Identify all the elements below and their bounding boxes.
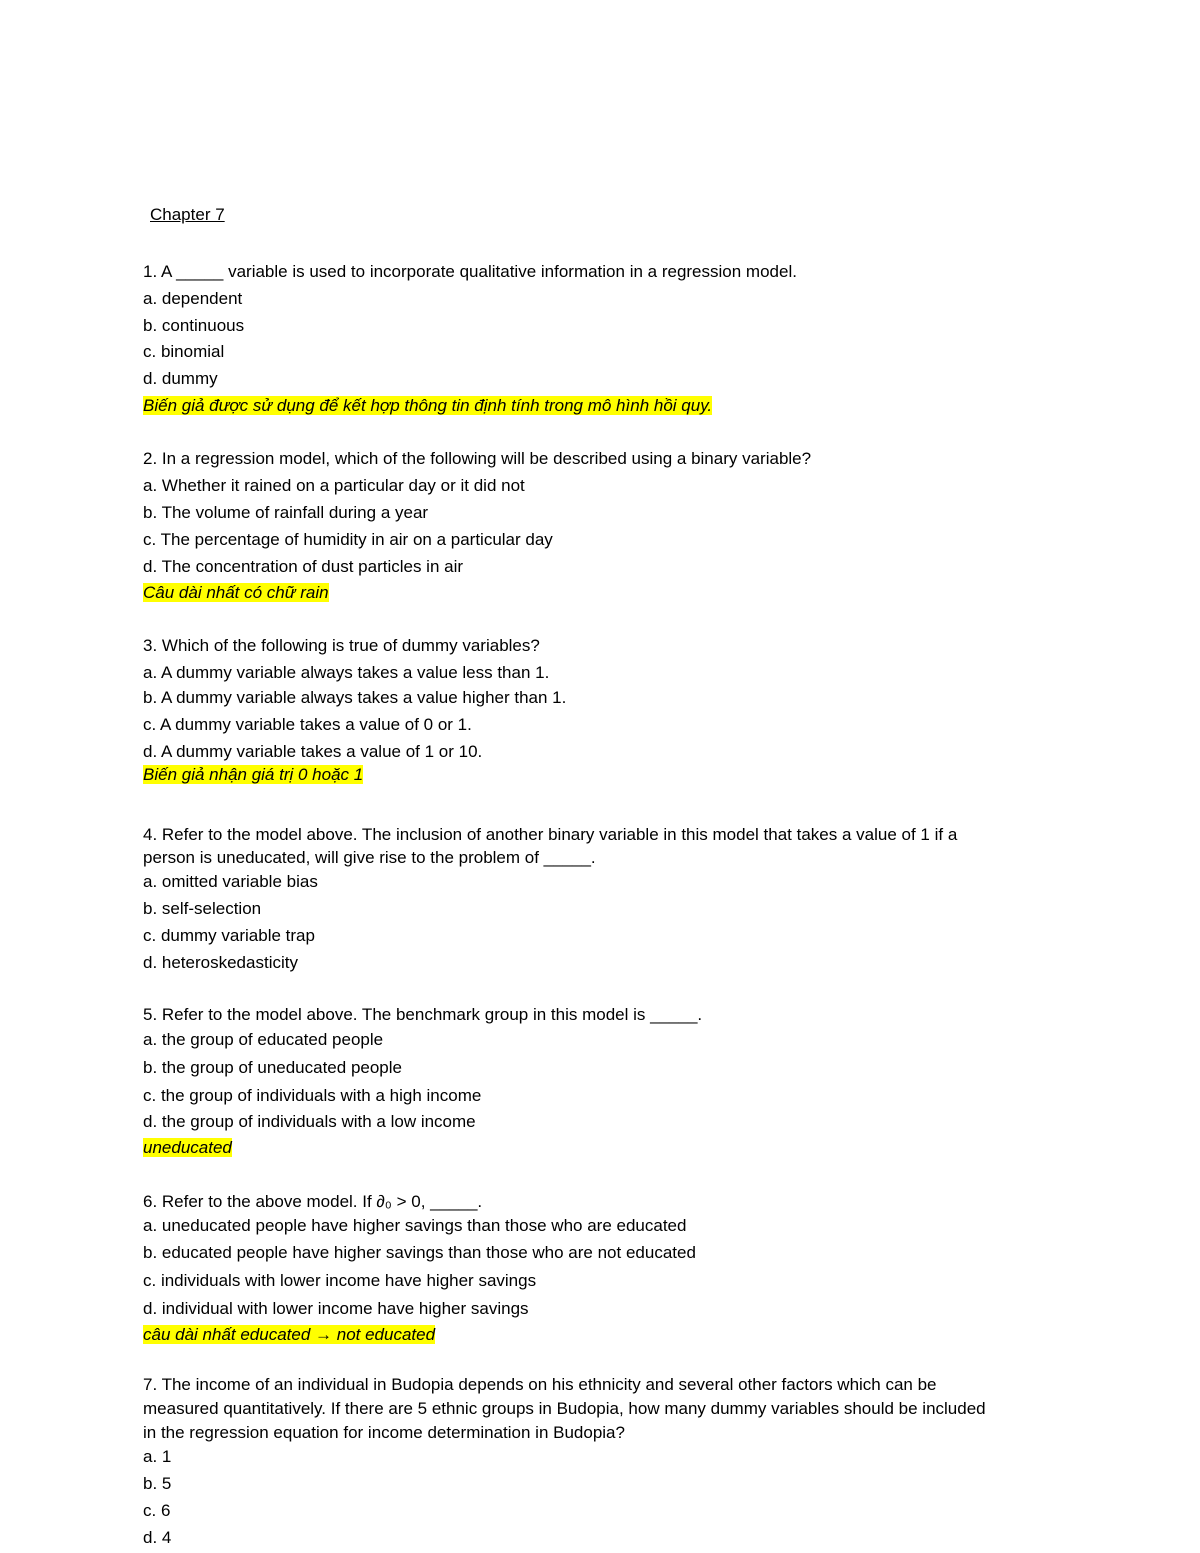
- question-3-option-c: c. A dummy variable takes a value of 0 or 1.: [143, 715, 472, 734]
- question-3-option-a: a. A dummy variable always takes a value less than 1.: [143, 663, 550, 682]
- question-7-option-d: d. 4: [143, 1528, 172, 1547]
- question-1-option-d: d. dummy: [143, 369, 218, 388]
- question-7-option-b: b. 5: [143, 1474, 172, 1493]
- question-3-option-d: d. A dummy variable takes a value of 1 or 10.: [143, 742, 483, 761]
- question-2-option-c: c. The percentage of humidity in air on a particular day: [143, 530, 553, 549]
- question-1-stem: 1. A _____ variable is used to incorporate qualitative information in a regression model.: [143, 262, 797, 281]
- question-6-stem: 6. Refer to the above model. If ∂₀ > 0, _____.: [143, 1192, 483, 1211]
- question-7-stem-line-2: measured quantitatively. If there are 5 ethnic groups in Budopia, how many dummy variables should be included: [143, 1399, 986, 1418]
- chapter-title: Chapter 7: [150, 205, 225, 224]
- question-1-option-b: b. continuous: [143, 316, 245, 335]
- question-6-option-d: d. individual with lower income have higher savings: [143, 1299, 529, 1318]
- question-2-note: Câu dài nhất có chữ rain: [143, 583, 329, 602]
- question-4-stem-line-2: person is uneducated, will give rise to the problem of _____.: [143, 848, 596, 867]
- question-2-stem: 2. In a regression model, which of the following will be described using a binary variable?: [143, 449, 812, 468]
- question-6-option-b: b. educated people have higher savings than those who are not educated: [143, 1243, 696, 1262]
- question-2-option-d: d. The concentration of dust particles in air: [143, 557, 464, 576]
- question-4-option-a: a. omitted variable bias: [143, 872, 318, 891]
- question-4-option-c: c. dummy variable trap: [143, 926, 315, 945]
- question-6-option-c: c. individuals with lower income have higher savings: [143, 1271, 537, 1290]
- question-7-option-a: a. 1: [143, 1447, 172, 1466]
- question-6-option-a: a. uneducated people have higher savings than those who are educated: [143, 1216, 687, 1235]
- question-5-option-c: c. the group of individuals with a high income: [143, 1086, 482, 1105]
- question-4-option-d: d. heteroskedasticity: [143, 953, 298, 972]
- question-4-stem-line-1: 4. Refer to the model above. The inclusion of another binary variable in this model that takes a value of 1 if a: [143, 825, 958, 844]
- question-7-option-c: c. 6: [143, 1501, 171, 1520]
- question-2-option-b: b. The volume of rainfall during a year: [143, 503, 429, 522]
- question-3-option-b: b. A dummy variable always takes a value higher than 1.: [143, 688, 567, 707]
- question-3-note: Biến giả nhận giá trị 0 hoặc 1: [143, 765, 364, 784]
- question-7-stem-line-3: in the regression equation for income determination in Budopia?: [143, 1423, 625, 1442]
- question-1-note: Biến giả được sử dụng để kết hợp thông tin định tính trong mô hình hồi quy.: [143, 396, 713, 415]
- question-5-note: uneducated: [143, 1138, 232, 1157]
- question-5-option-b: b. the group of uneducated people: [143, 1058, 402, 1077]
- question-6-note: câu dài nhất educated → not educated: [143, 1325, 436, 1344]
- question-1-option-a: a. dependent: [143, 289, 243, 308]
- question-5-stem: 5. Refer to the model above. The benchmark group in this model is _____.: [143, 1005, 703, 1024]
- question-4-option-b: b. self-selection: [143, 899, 262, 918]
- question-5-option-a: a. the group of educated people: [143, 1030, 384, 1049]
- question-1-option-c: c. binomial: [143, 342, 225, 361]
- question-3-stem: 3. Which of the following is true of dummy variables?: [143, 636, 540, 655]
- question-5-option-d: d. the group of individuals with a low income: [143, 1112, 476, 1131]
- question-7-stem-line-1: 7. The income of an individual in Budopia depends on his ethnicity and several other factors which can be: [143, 1375, 937, 1394]
- question-2-option-a: a. Whether it rained on a particular day or it did not: [143, 476, 525, 495]
